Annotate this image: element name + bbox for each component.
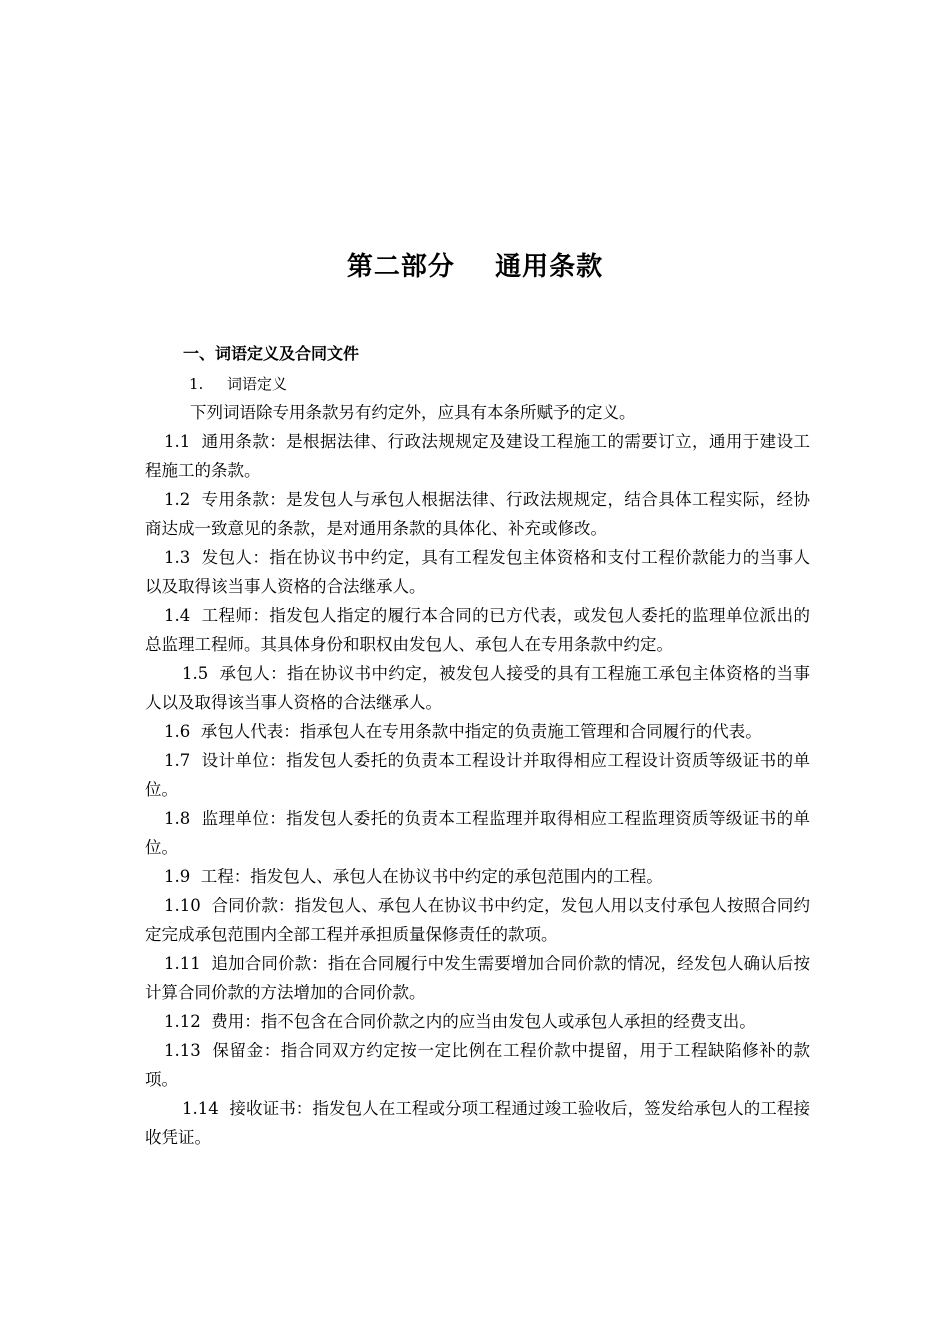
clause-text: 承包人代表：指承包人在专用条款中指定的负责施工管理和合同履行的代表。 — [200, 722, 762, 741]
clause-number: 1.8 — [164, 809, 191, 828]
subsection-number: 1. — [189, 375, 204, 393]
clause-number: 1.10 — [164, 896, 201, 915]
clause-text: 发包人：指在协议书中约定，具有工程发包主体资格和支付工程价款能力的当事人以及取得该当事人资格的合法继承人。 — [145, 548, 811, 596]
clause-text: 设计单位：指发包人委托的负责本工程设计并取得相应工程设计资质等级证书的单位。 — [145, 751, 811, 799]
clause-1-10 — [145, 891, 810, 949]
clause-number: 1.4 — [164, 606, 191, 625]
clause-1-13 — [145, 1036, 810, 1094]
clause-1-9 — [145, 862, 810, 891]
document-body — [145, 398, 810, 1152]
clause-1-6 — [145, 717, 810, 746]
section-heading: 一、词语定义及合同文件 — [183, 344, 360, 363]
clause-number: 1.1 — [164, 432, 191, 451]
clause-number: 1.7 — [164, 751, 191, 770]
clause-text: 监理单位：指发包人委托的负责本工程监理并取得相应工程监理资质等级证书的单位。 — [145, 809, 811, 857]
clause-number: 1.9 — [164, 867, 191, 886]
clause-number: 1.2 — [164, 490, 191, 509]
clause-number: 1.11 — [164, 954, 201, 973]
clause-1-3 — [145, 543, 810, 601]
clause-text: 专用条款：是发包人与承包人根据法律、行政法规规定，结合具体工程实际，经协商达成一致意见的条款，是对通用条款的具体化、补充或修改。 — [145, 490, 811, 538]
clause-text: 工程师：指发包人指定的履行本合同的已方代表，或发包人委托的监理单位派出的总监理工程师。其具体身份和职权由发包人、承包人在专用条款中约定。 — [145, 606, 811, 654]
clause-number: 1.5 — [182, 664, 209, 683]
clause-number: 1.13 — [164, 1041, 201, 1060]
clause-1-1 — [145, 427, 810, 485]
page-title: 第二部分 通用条款 — [346, 252, 604, 282]
clause-text: 承包人：指在协议书中约定，被发包人接受的具有工程施工承包主体资格的当事人以及取得该当事人资格的合法继承人。 — [145, 664, 811, 712]
clause-number: 1.12 — [164, 1012, 201, 1031]
clause-number: 1.6 — [164, 722, 191, 741]
clause-1-4 — [145, 601, 810, 659]
intro-paragraph: 下列词语除专用条款另有约定外，应具有本条所赋予的定义。 — [190, 403, 636, 422]
clause-1-12 — [145, 1007, 810, 1036]
clause-text: 费用：指不包含在合同价款之内的应当由发包人或承包人承担的经费支出。 — [211, 1012, 756, 1031]
clause-1-11 — [145, 949, 810, 1007]
clause-1-14 — [145, 1094, 810, 1152]
clause-number: 1.3 — [164, 548, 191, 567]
clause-text: 通用条款：是根据法律、行政法规规定及建设工程施工的需要订立，通用于建设工程施工的条款。 — [145, 432, 811, 480]
clause-1-5 — [145, 659, 810, 717]
clause-1-8 — [145, 804, 810, 862]
subsection-title: 词语定义 — [227, 375, 288, 393]
clause-number: 1.14 — [182, 1099, 219, 1118]
clause-text: 接收证书：指发包人在工程或分项工程通过竣工验收后，签发给承包人的工程接收凭证。 — [145, 1099, 810, 1147]
clause-1-2 — [145, 485, 810, 543]
clause-text: 追加合同价款：指在合同履行中发生需要增加合同价款的情况，经发包人确认后按计算合同价款的方法增加的合同价款。 — [145, 954, 810, 1002]
subsection-heading — [189, 373, 287, 394]
clause-text: 工程：指发包人、承包人在协议书中约定的承包范围内的工程。 — [200, 867, 663, 886]
clause-text: 合同价款：指发包人、承包人在协议书中约定，发包人用以支付承包人按照合同约定完成承包范围内全部工程并承担质量保修责任的款项。 — [145, 896, 810, 944]
clause-text: 保留金：指合同双方约定按一定比例在工程价款中提留，用于工程缺陷修补的款项。 — [145, 1041, 810, 1089]
clause-1-7 — [145, 746, 810, 804]
